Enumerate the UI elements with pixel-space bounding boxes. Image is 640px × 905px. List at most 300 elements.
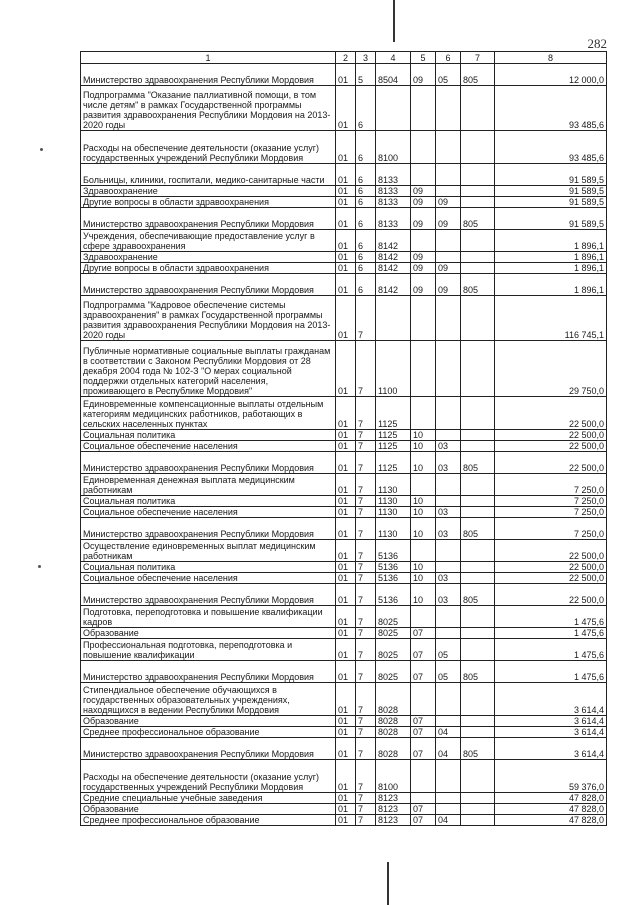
code-cell: 01 (336, 252, 356, 263)
amount-cell: 91 589,5 (495, 186, 607, 197)
code-cell: 8142 (376, 274, 411, 296)
code-cell (436, 562, 461, 573)
code-cell: 1125 (376, 430, 411, 441)
page-number: 282 (587, 36, 607, 51)
code-cell: 01 (336, 397, 356, 430)
code-cell: 01 (336, 131, 356, 164)
code-cell (461, 441, 495, 452)
code-cell: 805 (461, 274, 495, 296)
code-cell: 01 (336, 430, 356, 441)
code-cell: 7 (356, 716, 376, 727)
code-cell (411, 341, 436, 397)
row-name: Министерство здравоохранения Республики Мордовия (81, 274, 336, 296)
code-cell: 7 (356, 296, 376, 341)
row-name: Министерство здравоохранения Республики Мордовия (81, 64, 336, 86)
code-cell: 8025 (376, 628, 411, 639)
amount-cell: 47 828,0 (495, 804, 607, 815)
table-row (81, 197, 607, 208)
code-cell: 01 (336, 230, 356, 252)
code-cell: 04 (436, 727, 461, 738)
table-row (81, 452, 607, 474)
code-cell: 01 (336, 452, 356, 474)
amount-cell: 1 896,1 (495, 252, 607, 263)
table-row (81, 683, 607, 716)
table-row (81, 164, 607, 186)
code-cell: 01 (336, 341, 356, 397)
column-header: 8 (495, 52, 607, 64)
row-name: Публичные нормативные социальные выплаты гражданам в соответствии с Законом Республики Мордовия от 28 декабря 2004 года № 102-З "О мерах социальной поддержки отдельных категорий населения, проживающего в Республике Мордовия" (81, 341, 336, 397)
code-cell: 1125 (376, 441, 411, 452)
table-row (81, 441, 607, 452)
code-cell (436, 296, 461, 341)
code-cell: 8123 (376, 804, 411, 815)
code-cell (411, 474, 436, 496)
code-cell (461, 507, 495, 518)
code-cell (411, 606, 436, 628)
code-cell (461, 230, 495, 252)
code-cell: 07 (411, 727, 436, 738)
table-row (81, 430, 607, 441)
code-cell (461, 186, 495, 197)
code-cell: 7 (356, 815, 376, 826)
code-cell (436, 164, 461, 186)
code-cell: 7 (356, 683, 376, 716)
code-cell: 7 (356, 496, 376, 507)
code-cell: 10 (411, 441, 436, 452)
table-row (81, 507, 607, 518)
column-header: 2 (336, 52, 356, 64)
code-cell: 8133 (376, 186, 411, 197)
row-name: Здравоохранение (81, 252, 336, 263)
amount-cell: 7 250,0 (495, 474, 607, 496)
code-cell: 01 (336, 716, 356, 727)
amount-cell: 3 614,4 (495, 727, 607, 738)
code-cell: 8123 (376, 793, 411, 804)
code-cell: 01 (336, 628, 356, 639)
row-name: Социальное обеспечение населения (81, 507, 336, 518)
code-cell: 8142 (376, 252, 411, 263)
code-cell (461, 606, 495, 628)
code-cell: 1100 (376, 341, 411, 397)
code-cell: 8028 (376, 727, 411, 738)
row-name: Министерство здравоохранения Республики Мордовия (81, 738, 336, 760)
code-cell: 6 (356, 263, 376, 274)
row-name: Подготовка, переподготовка и повышение квалификации кадров (81, 606, 336, 628)
column-header: 5 (411, 52, 436, 64)
code-cell: 01 (336, 639, 356, 661)
code-cell: 1125 (376, 452, 411, 474)
row-name: Социальная политика (81, 430, 336, 441)
code-cell: 01 (336, 760, 356, 793)
amount-cell: 91 589,5 (495, 164, 607, 186)
code-cell (436, 341, 461, 397)
code-cell: 07 (411, 639, 436, 661)
code-cell (461, 540, 495, 562)
table-body (81, 64, 607, 826)
code-cell: 01 (336, 296, 356, 341)
row-name: Другие вопросы в области здравоохранения (81, 197, 336, 208)
code-cell: 7 (356, 540, 376, 562)
code-cell: 01 (336, 793, 356, 804)
amount-cell: 1 475,6 (495, 628, 607, 639)
code-cell (411, 86, 436, 131)
code-cell: 10 (411, 507, 436, 518)
code-cell (461, 562, 495, 573)
code-cell: 7 (356, 606, 376, 628)
code-cell (461, 252, 495, 263)
code-cell: 10 (411, 518, 436, 540)
table-header-row (81, 52, 607, 64)
column-header: 1 (81, 52, 336, 64)
code-cell (436, 683, 461, 716)
code-cell: 8100 (376, 760, 411, 793)
code-cell (376, 296, 411, 341)
code-cell: 09 (411, 274, 436, 296)
code-cell: 8028 (376, 683, 411, 716)
code-cell: 01 (336, 573, 356, 584)
code-cell (436, 606, 461, 628)
code-cell: 8025 (376, 661, 411, 683)
code-cell (461, 341, 495, 397)
code-cell: 05 (436, 639, 461, 661)
code-cell: 03 (436, 518, 461, 540)
code-cell: 7 (356, 727, 376, 738)
code-cell: 6 (356, 230, 376, 252)
row-name: Министерство здравоохранения Республики Мордовия (81, 518, 336, 540)
code-cell: 5136 (376, 540, 411, 562)
code-cell (461, 263, 495, 274)
code-cell (411, 760, 436, 793)
code-cell (461, 815, 495, 826)
code-cell (436, 540, 461, 562)
table-row (81, 496, 607, 507)
code-cell: 09 (411, 197, 436, 208)
code-cell: 03 (436, 452, 461, 474)
amount-cell: 22 500,0 (495, 562, 607, 573)
code-cell: 7 (356, 562, 376, 573)
amount-cell: 91 589,5 (495, 197, 607, 208)
amount-cell: 22 500,0 (495, 452, 607, 474)
code-cell: 01 (336, 540, 356, 562)
code-cell: 10 (411, 573, 436, 584)
amount-cell: 1 475,6 (495, 606, 607, 628)
code-cell (461, 639, 495, 661)
code-cell: 5 (356, 64, 376, 86)
table-row (81, 540, 607, 562)
code-cell: 04 (436, 815, 461, 826)
code-cell (436, 628, 461, 639)
code-cell: 8504 (376, 64, 411, 86)
code-cell: 07 (411, 804, 436, 815)
row-name: Среднее профессиональное образование (81, 815, 336, 826)
code-cell: 01 (336, 738, 356, 760)
amount-cell: 12 000,0 (495, 64, 607, 86)
table-row (81, 274, 607, 296)
code-cell (436, 397, 461, 430)
code-cell: 805 (461, 584, 495, 606)
amount-cell: 3 614,4 (495, 716, 607, 727)
row-name: Здравоохранение (81, 186, 336, 197)
code-cell: 01 (336, 496, 356, 507)
row-name: Профессиональная подготовка, переподготовка и повышение квалификации (81, 639, 336, 661)
row-name: Среднее профессиональное образование (81, 727, 336, 738)
code-cell: 6 (356, 131, 376, 164)
code-cell (461, 727, 495, 738)
code-cell: 01 (336, 197, 356, 208)
code-cell: 01 (336, 441, 356, 452)
code-cell (461, 131, 495, 164)
code-cell: 8133 (376, 208, 411, 230)
code-cell: 8025 (376, 639, 411, 661)
code-cell: 04 (436, 738, 461, 760)
table-row (81, 131, 607, 164)
row-name: Министерство здравоохранения Республики Мордовия (81, 584, 336, 606)
code-cell (461, 86, 495, 131)
code-cell (411, 683, 436, 716)
code-cell: 8100 (376, 131, 411, 164)
code-cell: 7 (356, 507, 376, 518)
code-cell: 7 (356, 452, 376, 474)
code-cell: 01 (336, 208, 356, 230)
binding-mark-top (393, 0, 395, 42)
code-cell: 05 (436, 661, 461, 683)
table-row (81, 584, 607, 606)
row-name: Единовременная денежная выплата медицинским работникам (81, 474, 336, 496)
amount-cell: 29 750,0 (495, 341, 607, 397)
amount-cell: 7 250,0 (495, 496, 607, 507)
code-cell: 7 (356, 573, 376, 584)
code-cell (411, 230, 436, 252)
column-header: 3 (356, 52, 376, 64)
code-cell (436, 496, 461, 507)
code-cell: 6 (356, 164, 376, 186)
code-cell (436, 793, 461, 804)
row-name: Социальная политика (81, 562, 336, 573)
code-cell (461, 628, 495, 639)
amount-cell: 22 500,0 (495, 430, 607, 441)
binding-mark-bottom (387, 862, 389, 905)
amount-cell: 7 250,0 (495, 507, 607, 518)
table-row (81, 639, 607, 661)
code-cell: 8028 (376, 716, 411, 727)
code-cell: 07 (411, 738, 436, 760)
code-cell: 8028 (376, 738, 411, 760)
row-name: Больницы, клиники, госпитали, медико-санитарные части (81, 164, 336, 186)
table-row (81, 716, 607, 727)
row-name: Образование (81, 804, 336, 815)
code-cell: 09 (436, 263, 461, 274)
row-name: Социальное обеспечение населения (81, 441, 336, 452)
amount-cell: 7 250,0 (495, 518, 607, 540)
code-cell: 10 (411, 496, 436, 507)
column-header: 4 (376, 52, 411, 64)
code-cell: 01 (336, 64, 356, 86)
code-cell: 10 (411, 584, 436, 606)
code-cell (461, 164, 495, 186)
code-cell (461, 804, 495, 815)
amount-cell: 116 745,1 (495, 296, 607, 341)
row-name: Министерство здравоохранения Республики Мордовия (81, 452, 336, 474)
code-cell (461, 716, 495, 727)
amount-cell: 47 828,0 (495, 793, 607, 804)
code-cell: 7 (356, 628, 376, 639)
code-cell (436, 230, 461, 252)
code-cell (461, 496, 495, 507)
code-cell (436, 186, 461, 197)
code-cell: 805 (461, 452, 495, 474)
code-cell (436, 430, 461, 441)
row-name: Социальное обеспечение населения (81, 573, 336, 584)
amount-cell: 1 896,1 (495, 263, 607, 274)
amount-cell: 59 376,0 (495, 760, 607, 793)
code-cell (461, 793, 495, 804)
row-name: Средние специальные учебные заведения (81, 793, 336, 804)
code-cell: 03 (436, 584, 461, 606)
code-cell (461, 760, 495, 793)
table-row (81, 64, 607, 86)
code-cell: 07 (411, 628, 436, 639)
code-cell: 7 (356, 584, 376, 606)
code-cell: 01 (336, 507, 356, 518)
code-cell: 805 (461, 64, 495, 86)
table-row (81, 230, 607, 252)
code-cell (436, 252, 461, 263)
scan-dot (38, 565, 41, 568)
code-cell: 09 (436, 208, 461, 230)
column-header: 7 (461, 52, 495, 64)
code-cell: 05 (436, 64, 461, 86)
row-name: Министерство здравоохранения Республики Мордовия (81, 661, 336, 683)
table-row (81, 208, 607, 230)
code-cell: 01 (336, 86, 356, 131)
table-row (81, 518, 607, 540)
table-row (81, 296, 607, 341)
code-cell: 10 (411, 430, 436, 441)
code-cell: 6 (356, 274, 376, 296)
code-cell: 01 (336, 606, 356, 628)
row-name: Образование (81, 716, 336, 727)
code-cell (461, 573, 495, 584)
code-cell: 8123 (376, 815, 411, 826)
code-cell: 01 (336, 274, 356, 296)
code-cell: 8133 (376, 164, 411, 186)
amount-cell: 22 500,0 (495, 397, 607, 430)
code-cell: 8025 (376, 606, 411, 628)
table-row (81, 86, 607, 131)
code-cell: 09 (436, 274, 461, 296)
code-cell: 09 (411, 64, 436, 86)
code-cell: 1130 (376, 518, 411, 540)
code-cell (436, 86, 461, 131)
amount-cell: 1 475,6 (495, 661, 607, 683)
code-cell (436, 804, 461, 815)
table-row (81, 263, 607, 274)
table-row (81, 628, 607, 639)
table-row (81, 606, 607, 628)
code-cell: 01 (336, 584, 356, 606)
row-name: Стипендиальное обеспечение обучающихся в государственных образовательных учреждениях, находящихся в ведении Республики Мордовия (81, 683, 336, 716)
scan-dot (40, 148, 43, 151)
code-cell: 7 (356, 430, 376, 441)
code-cell: 6 (356, 186, 376, 197)
code-cell: 01 (336, 186, 356, 197)
code-cell: 01 (336, 562, 356, 573)
table-row (81, 562, 607, 573)
amount-cell: 93 485,6 (495, 86, 607, 131)
table-row (81, 397, 607, 430)
code-cell: 7 (356, 341, 376, 397)
code-cell (461, 296, 495, 341)
amount-cell: 1 475,6 (495, 639, 607, 661)
code-cell: 5136 (376, 562, 411, 573)
amount-cell: 93 485,6 (495, 131, 607, 164)
code-cell: 805 (461, 661, 495, 683)
code-cell: 07 (411, 815, 436, 826)
code-cell: 7 (356, 804, 376, 815)
code-cell: 7 (356, 661, 376, 683)
code-cell (461, 474, 495, 496)
code-cell: 07 (411, 661, 436, 683)
code-cell: 01 (336, 474, 356, 496)
code-cell (436, 716, 461, 727)
code-cell (411, 296, 436, 341)
code-cell: 10 (411, 562, 436, 573)
amount-cell: 47 828,0 (495, 815, 607, 826)
amount-cell: 1 896,1 (495, 230, 607, 252)
column-header: 6 (436, 52, 461, 64)
code-cell (461, 197, 495, 208)
row-name: Образование (81, 628, 336, 639)
code-cell (461, 397, 495, 430)
table-row (81, 186, 607, 197)
code-cell: 7 (356, 518, 376, 540)
table-row (81, 727, 607, 738)
code-cell (436, 474, 461, 496)
code-cell (411, 540, 436, 562)
amount-cell: 1 896,1 (495, 274, 607, 296)
code-cell: 10 (411, 452, 436, 474)
code-cell: 805 (461, 738, 495, 760)
code-cell: 01 (336, 804, 356, 815)
row-name: Подпрограмма "Оказание паллиативной помощи, в том числе детям" в рамках Государственной программы развития здравоохранения Республики Мордовия на 2013-2020 годы (81, 86, 336, 131)
code-cell: 7 (356, 474, 376, 496)
code-cell: 01 (336, 661, 356, 683)
code-cell: 7 (356, 760, 376, 793)
code-cell: 1125 (376, 397, 411, 430)
table-row (81, 661, 607, 683)
code-cell: 01 (336, 815, 356, 826)
table-row (81, 738, 607, 760)
row-name: Учреждения, обеспечивающие предоставление услуг в сфере здравоохранения (81, 230, 336, 252)
code-cell (411, 164, 436, 186)
code-cell: 5136 (376, 573, 411, 584)
code-cell (411, 397, 436, 430)
code-cell: 07 (411, 716, 436, 727)
code-cell: 7 (356, 397, 376, 430)
row-name: Осуществление единовременных выплат медицинским работникам (81, 540, 336, 562)
code-cell (411, 793, 436, 804)
code-cell: 805 (461, 518, 495, 540)
table-row (81, 793, 607, 804)
amount-cell: 22 500,0 (495, 540, 607, 562)
code-cell (436, 131, 461, 164)
table-row (81, 474, 607, 496)
code-cell: 03 (436, 507, 461, 518)
code-cell: 1130 (376, 496, 411, 507)
budget-table (80, 51, 607, 826)
code-cell: 01 (336, 518, 356, 540)
code-cell (411, 131, 436, 164)
